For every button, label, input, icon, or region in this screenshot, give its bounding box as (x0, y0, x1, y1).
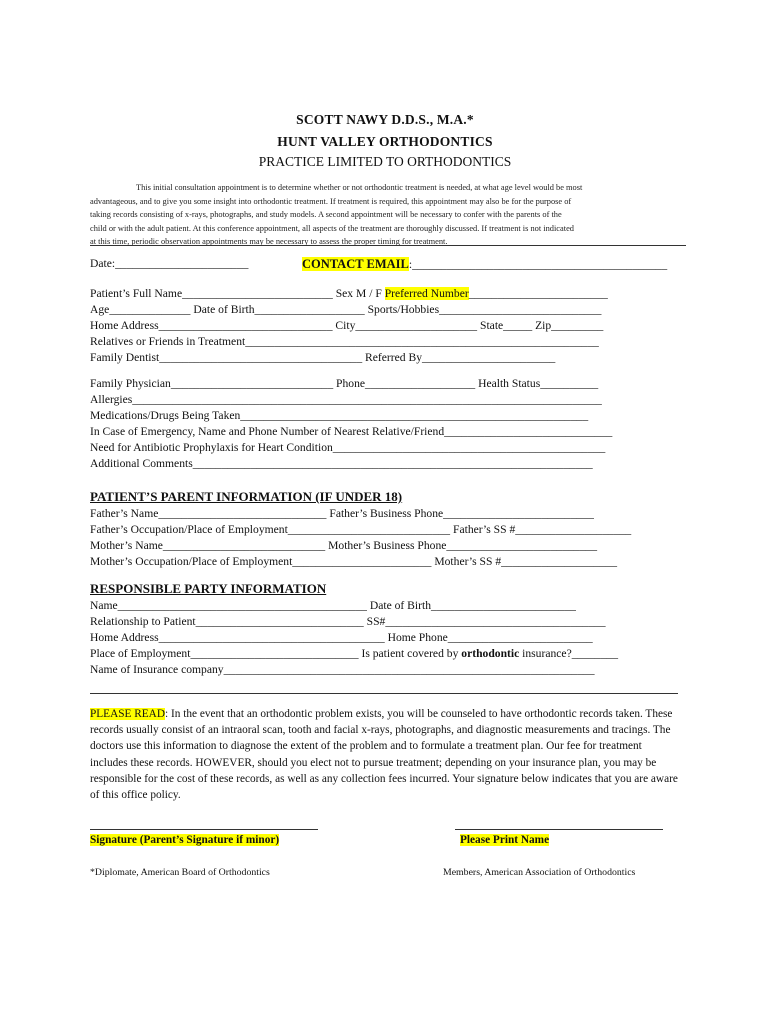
intro-line: child or with the adult patient. At this conference appointment, all aspects of the treatment are thoroughly discussed. If treatment is not indicated (90, 223, 574, 233)
orthodontic-word: orthodontic (461, 647, 520, 660)
signature-label: Signature (Parent’s Signature if minor) (90, 834, 280, 846)
patient-name-row[interactable] (90, 287, 608, 300)
mother-name-row[interactable]: Mother’s Name____________________________ Mother’s Business Phone__________________________ (90, 539, 598, 552)
intro-paragraph (90, 181, 682, 249)
doctor-name: SCOTT NAWY D.D.S., M.A.* (296, 112, 474, 127)
parent-info-heading: PATIENT’S PARENT INFORMATION (IF UNDER 18) (90, 489, 403, 504)
relatives-row[interactable]: Relatives or Friends in Treatment_____________________________________________________________ (90, 335, 599, 348)
preferred-number-field[interactable]: ________________________ (468, 287, 608, 300)
age-dob-row[interactable]: Age______________ Date of Birth___________________ Sports/Hobbies____________________________ (90, 303, 602, 316)
insurance-covered-field[interactable]: insurance?________ (519, 647, 619, 660)
additional-comments-row[interactable]: Additional Comments_____________________________________________________________________ (90, 457, 593, 470)
patient-name-field[interactable]: Patient’s Full Name__________________________ Sex M / F (90, 287, 382, 300)
responsible-address-row[interactable]: Home Address_______________________________________ Home Phone_________________________ (90, 631, 593, 644)
print-name-line[interactable] (455, 829, 663, 830)
employment-row[interactable] (90, 647, 618, 660)
medications-row[interactable]: Medications/Drugs Being Taken____________________________________________________________ (90, 409, 589, 422)
date-field[interactable]: Date:_______________________ (90, 257, 249, 270)
preferred-number-label: Preferred Number (384, 287, 469, 300)
diplomate-footnote: *Diplomate, American Board of Orthodontics (90, 867, 270, 878)
father-occupation-row[interactable]: Father’s Occupation/Place of Employment____________________________ Father’s SS #____________________ (90, 523, 632, 536)
contact-email-label: CONTACT EMAIL (302, 257, 409, 271)
form-divider (90, 693, 678, 694)
family-physician-row[interactable]: Family Physician____________________________ Phone___________________ Health Status__________ (90, 377, 599, 390)
signature-line[interactable] (90, 829, 318, 830)
employment-field[interactable]: Place of Employment_____________________________ Is patient covered by (90, 647, 459, 660)
home-address-row[interactable]: Home Address______________________________ City_____________________ State_____ Zip_________ (90, 319, 604, 332)
intro-line: taking records consisting of x-rays, photographs, and study models. A second appointment will be necessary to confer with the parents of the (90, 210, 562, 220)
insurance-company-row[interactable]: Name of Insurance company________________________________________________________________ (90, 663, 595, 676)
contact-email-blank[interactable]: :____________________________________________ (408, 258, 668, 271)
antibiotic-row[interactable]: Need for Antibiotic Prophylaxis for Heart Condition_______________________________________________ (90, 441, 606, 454)
responsible-party-heading: RESPONSIBLE PARTY INFORMATION (90, 581, 327, 596)
family-dentist-row[interactable]: Family Dentist___________________________________ Referred By_______________________ (90, 351, 556, 364)
allergies-row[interactable]: Allergies_________________________________________________________________________________ (90, 393, 602, 406)
intro-line: at this time, periodic observation appointments may be necessary to assess the proper timing for treatment. (90, 237, 448, 247)
intro-line: This initial consultation appointment is to determine whether or not orthodontic treatment is needed, at what age level would be most (136, 183, 583, 192)
relationship-row[interactable]: Relationship to Patient_____________________________ SS#______________________________________ (90, 615, 606, 628)
responsible-name-row[interactable]: Name___________________________________________ Date of Birth_________________________ (90, 599, 576, 612)
practice-name: HUNT VALLEY ORTHODONTICS (277, 134, 493, 149)
mother-occupation-row[interactable]: Mother’s Occupation/Place of Employment________________________ Mother’s SS #____________________ (90, 555, 618, 568)
print-name-label: Please Print Name (460, 834, 550, 846)
please-read-notice (90, 706, 680, 803)
intro-divider (90, 245, 686, 246)
father-name-row[interactable]: Father’s Name_____________________________ Father’s Business Phone__________________________ (90, 507, 594, 520)
association-footnote: Members, American Association of Orthodontics (443, 867, 636, 878)
intro-line: advantageous, and to give you some insight into orthodontic treatment. If treatment is required, this appointment may also be for the purpose of (90, 196, 572, 206)
contact-email-field[interactable] (302, 257, 667, 272)
practice-limitation: PRACTICE LIMITED TO ORTHODONTICS (258, 154, 512, 169)
notice-text: : In the event that an orthodontic problem exists, you will be counseled to have orthodontic records taken. These records usually consist of an intraoral scan, tooth and facial x-rays, photographs, and diagnostic measurements and tracings. The doctors use this information to diagnose the extent of the problem and to formulate a treatment plan. Our fee for treatment includes these records. HOWEVER, should you elect not to pursue treatment; depending on your insurance plan, you may be responsible for the cost of these records, as well as any collection fees incurred. Your signature below indicates that you are aware of this office policy. (90, 708, 678, 802)
please-read-label: PLEASE READ (90, 708, 166, 720)
emergency-contact-row[interactable]: In Case of Emergency, Name and Phone Number of Nearest Relative/Friend_____________________________ (90, 425, 613, 438)
